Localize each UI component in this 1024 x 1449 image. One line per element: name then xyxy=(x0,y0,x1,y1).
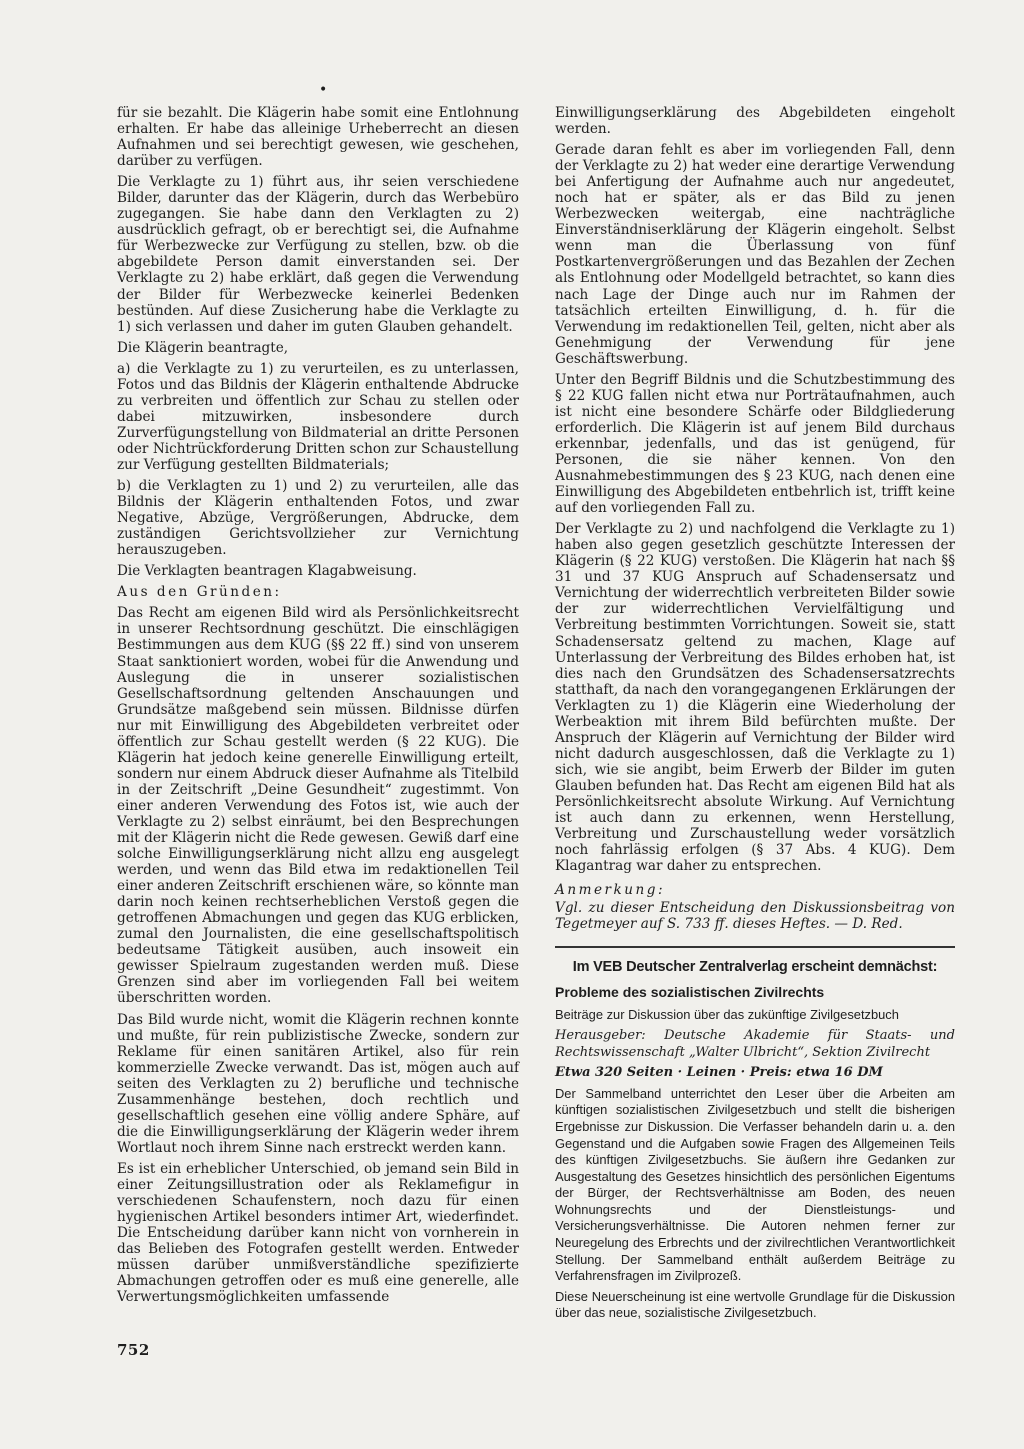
paragraph: Die Klägerin beantragte, xyxy=(117,339,289,356)
paragraph: Gerade daran fehlt es aber im vorliegenden Fall, denn der Verklagte zu 2) hat weder eine derartige Verwendung bei Anfertigung der Aufnahme auch nur angedeutet, noch hat er später, als er das Bild zu jenen Werbezwecken weitergab, eine nachträgliche Einverständniserklärung der Klägerin eingeholt. Selbst wenn man die Überlassung von fünf Postkartenvergrößerungen und das Bezahlen der Zechen als Entlohnung oder Modellgeld betrachtet, so kann dies nach Lage der Dinge auch nur im Rahmen der tatsächlich erteilten Einwilligung, d. h. für die Verwendung im redaktionellen Teil, gelten, nicht aber als Genehmigung der Verwendung für jene Geschäftswerbung. xyxy=(555,142,955,367)
paragraph: a) die Verklagte zu 1) zu verurteilen, es zu unterlassen, Fotos und das Bildnis der Klägerin enthaltende Abdrucke zu verbreiten und öffentlich zur Schau zu stellen oder dabei mitzuwirken, insbesondere durch Zurverfügungstellung von Bildmaterial an dritte Personen oder Nichtrückforderung Dritten schon zur Schaustellung zur Verfügung gestellten Bildmaterials; xyxy=(117,360,519,473)
note-heading: Anmerkung: xyxy=(555,882,666,899)
ad-description: Der Sammelband unterrichtet den Leser über die Arbeiten am künftigen sozialistischen Zivilgesetzbuch und stellt die bisherigen Ergebnisse zur Diskussion. Die Verfasser behandeln darin u. a. den Gegenstand und die Aufgaben sowie Fragen des Allgemeinen Teils des künftigen Zivilgesetzbuchs. Sie äußern ihre Gedanken zur Ausgestaltung des Gesetzes hinsichtlich des persönlichen Eigentums der Bürger, der Rechtsverhältnisse am Boden, des neuen Wohnungsrechts und der Dienstleistungs- und Versicherungsverhältnisse. Die Autoren nehmen ferner zur Neuregelung des Erbrechts und der zivilrechtlichen Verantwortlichkeit Stellung. Der Sammelband enthält außerdem Beiträge zu Verfahrensfragen im Zivilprozeß. xyxy=(555,1085,955,1284)
note-text: Vgl. zu dieser Entscheidung den Diskussionsbeitrag von Tegetmeyer auf S. 733 ff. dieses Heftes. — D. Red. xyxy=(555,900,955,933)
ad-body xyxy=(555,1007,955,1322)
ad-book-title: Probleme des sozialistischen Zivilrechts xyxy=(555,984,825,1001)
divider xyxy=(555,946,955,948)
advertisement xyxy=(555,958,955,1322)
ad-details: Etwa 320 Seiten · Leinen · Preis: etwa 16 DM xyxy=(555,1065,883,1081)
ad-subtitle: Beiträge zur Diskussion über das zukünftige Zivilgesetzbuch xyxy=(555,1007,899,1023)
paragraph: Das Recht am eigenen Bild wird als Persönlichkeitsrecht in unserer Rechtsordnung geschützt. Die einschlägigen Bestimmungen aus dem KUG (§§ 22 ff.) sind von unserem Staat sanktioniert worden, wobei für die Anwendung und Auslegung die in unserer sozialistischen Gesellschaftsordnung geltenden Anschauungen und Grundsätze maßgebend sein müssen. Bildnisse dürfen nur mit Einwilligung des Abgebildeten verbreitet oder öffentlich zur Schau gestellt werden (§ 22 KUG). Die Klägerin hat jedoch keine generelle Einwilligung erteilt, sondern nur einem Abdruck dieser Aufnahme als Titelbild in der Zeitschrift „Deine Gesundheit“ zugestimmt. Von einer anderen Verwendung des Fotos ist, wie auch der Verklagte zu 2) selbst einräumt, bei den Besprechungen mit der Klägerin nicht die Rede gewesen. Gewiß darf eine solche Einwilligungserklärung nicht allzu eng ausgelegt werden, und wenn das Bild etwa im redaktionellen Teil einer anderen Zeitschrift erschienen wäre, so könnte man darin noch keinen rechtserheblichen Verstoß gegen die getroffenen Abmachungen und gegen das KUG erblicken, zumal den Journalisten, die eine gesellschaftspolitisch bedeutsame Tätigkeit ausüben, auch insoweit ein gewisser Spielraum zugestanden werden muß. Diese Grenzen sind aber im vorliegenden Fall bei weitem überschritten worden. xyxy=(117,605,519,1007)
paragraph: Einwilligungserklärung des Abgebildeten eingeholt werden. xyxy=(555,105,955,138)
ad-closing: Diese Neuerscheinung ist eine wertvolle Grundlage für die Diskussion über das neue, sozialistische Zivilgesetzbuch. xyxy=(555,1288,955,1321)
paragraph: Das Bild wurde nicht, womit die Klägerin rechnen konnte und mußte, für rein publizistische Zwecke, sondern zur Reklame für einen sanitären Artikel, also für rein kommerzielle Zwecke verwandt. Das ist, mögen auch auf seiten des Verklagten zu 2) berufliche und technische Zusammenhänge bestehen, doch rechtlich und gesellschaftlich gesehen eine völlig andere Sphäre, auf die die Einwilligungserklärung der Klägerin weder ihrem Wortlaut noch ihrem Sinne nach erstreckt werden kann. xyxy=(117,1011,519,1156)
paragraph: b) die Verklagten zu 1) und 2) zu verurteilen, alle das Bildnis der Klägerin enthaltenden Fotos, und zwar Negative, Abzüge, Vergrößerungen, Abdrucke, dem zuständigen Gerichtsvollzieher zur Vernichtung herauszugeben. xyxy=(117,478,519,559)
paragraph: Die Verklagten beantragen Klagabweisung. xyxy=(117,563,417,580)
paragraph: Die Verklagte zu 1) führt aus, ihr seien verschiedene Bilder, darunter das der Klägerin, durch das Werbebüro zugegangen. Sie habe dann den Verklagten zu 2) ausdrücklich gefragt, ob er berechtigt sei, die Aufnahme für Werbezwecke zur Verfügung zu stellen, bzw. ob die abgebildete Person damit einverstanden sei. Der Verklagte zu 2) habe erklärt, daß gegen die Verwendung der Bilder für Werbezwecke keinerlei Bedenken bestünden. Auf diese Zusicherung habe die Verklagte zu 1) sich verlassen und daher im guten Glauben gehandelt. xyxy=(117,174,519,335)
paragraph: Unter den Begriff Bildnis und die Schutzbestimmung des § 22 KUG fallen nicht etwa nur Porträtaufnahmen, auch ist nicht eine besondere Schärfe oder Bildgliederung erforderlich. Die Klägerin ist auf jenem Bild durchaus erkennbar, jedenfalls, und das ist genügend, für Personen, die sie näher kennen. Von den Ausnahmebestimmungen des § 23 KUG, nach denen eine Einwilligung des Abgebildeten entbehrlich ist, trifft keine auf den vorliegenden Fall zu. xyxy=(555,371,955,517)
right-column xyxy=(555,105,955,1326)
ad-headline: Im VEB Deutscher Zentralverlag erscheint demnächst: xyxy=(572,959,938,976)
left-column xyxy=(117,105,519,1310)
paragraph: Es ist ein erheblicher Unterschied, ob jemand sein Bild in einer Zeitungsillustration oder als Reklamefigur in verschiedenen Schaufenstern, noch dazu für einen hygienischen Artikel besonders intimer Art, wiederfindet. Die Entscheidung darüber kann nicht von vornherein in das Belieben des Fotografen gestellt werden. Entweder müssen darüber unmißverständliche spezifizierte Abmachungen getroffen oder es muß eine generelle, alle Verwertungsmöglichkeiten umfassende xyxy=(117,1160,519,1306)
top-mark: • xyxy=(319,82,328,98)
paragraph: für sie bezahlt. Die Klägerin habe somit eine Entlohnung erhalten. Er habe das alleinige Urheberrecht an diesen Aufnahmen und sei berechtigt gewesen, wie geschehen, darüber zu verfügen. xyxy=(117,105,519,170)
ad-publisher: Herausgeber: Deutsche Akademie für Staats- und Rechtswissenschaft „Walter Ulbricht“, Sektion Zivilrecht xyxy=(555,1027,955,1060)
section-heading: Aus den Gründen: xyxy=(117,584,282,601)
page-number: 752 xyxy=(117,1341,150,1359)
paragraph: Der Verklagte zu 2) und nachfolgend die Verklagte zu 1) haben also gegen gesetzlich geschützte Interessen der Klägerin (§ 22 KUG) verstoßen. Die Klägerin hat nach §§ 31 und 37 KUG Anspruch auf Schadensersatz und Vernichtung der widerrechtlich verbreiteten Bilder sowie der zur widerrechtlichen Vervielfältigung und Verbreitung bestimmten Vorrichtungen. Soweit sie, statt Schadensersatz geltend zu machen, Klage auf Unterlassung der Verbreitung des Bildes erhoben hat, ist dies nach den Grundsätzen des Schadensersatzrechts statthaft, da nach den vorangegangenen Erklärungen der Verklagten zu 1) die Klägerin eine Wiederholung der Werbeaktion mit ihrem Bild befürchten mußte. Der Anspruch der Klägerin auf Vernichtung der Bilder wird nicht dadurch ausgeschlossen, daß die Verklagte zu 1) sich, wie sie angibt, beim Erwerb der Bilder im guten Glauben befunden hat. Das Recht am eigenen Bild hat als Persönlichkeitsrecht absolute Wirkung. Auf Vernichtung ist auch dann zu erkennen, wenn Herstellung, Verbreitung und Zurschaustellung weder vorsätzlich noch fahrlässig erfolgen (§ 37 Abs. 4 KUG). Dem Klagantrag war daher zu entsprechen. xyxy=(555,521,955,875)
